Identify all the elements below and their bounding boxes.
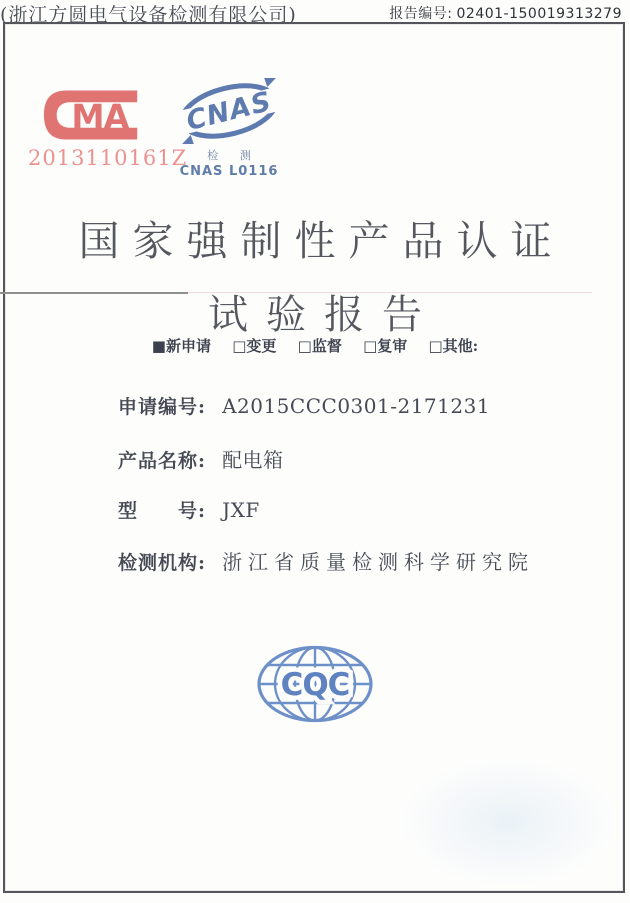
field-test-organization xyxy=(118,546,534,575)
report-number-label: 报告编号: xyxy=(389,6,453,22)
test-organization-name: 浙江省质量检测科学研究院 xyxy=(222,550,535,574)
field-product-name xyxy=(118,444,284,473)
field-model xyxy=(118,496,260,523)
model-value: JXF xyxy=(222,498,260,522)
cma-accreditation-number: 2013110161Z xyxy=(28,146,188,170)
test-organization-label: 检测机构: xyxy=(118,552,207,574)
cnas-logo-text: CNAS xyxy=(183,85,275,138)
cnas-accreditation-number: CNAS L0116 xyxy=(179,164,279,179)
cma-mark-block xyxy=(28,86,188,170)
document-title xyxy=(0,208,630,340)
field-application-no xyxy=(118,392,490,419)
cqc-logo-icon xyxy=(255,644,375,724)
application-no-value: A2015CCC0301-2171231 xyxy=(222,394,491,418)
application-type-option-change: □变更 xyxy=(232,337,277,355)
test-organization-alt-name: (浙江方圆电气设备检测有限公司) xyxy=(0,4,297,26)
scan-artifact-line xyxy=(0,292,188,294)
cnas-mark-block xyxy=(170,78,288,179)
report-number-value: 02401-150019313279 xyxy=(456,6,622,22)
application-type-option-review: □复审 xyxy=(363,337,408,355)
application-type-option-other: □其他: xyxy=(428,337,479,355)
cma-logo-text: MA xyxy=(71,97,129,137)
cqc-logo-text: CQC xyxy=(280,667,350,703)
title-line-2: 试验报告 xyxy=(208,292,440,338)
title-line-1: 国家强制性产品认证 xyxy=(78,217,565,265)
cnas-caption: 检 测 xyxy=(207,149,260,162)
application-type-option-new: ■新申请 xyxy=(151,337,211,355)
application-type-option-supervision: □监督 xyxy=(297,337,342,355)
report-number xyxy=(389,3,622,23)
cqc-mark-block xyxy=(255,644,375,728)
product-name-value: 配电箱 xyxy=(222,448,284,472)
application-no-label: 申请编号: xyxy=(118,396,207,418)
model-label: 型 号: xyxy=(118,500,207,522)
product-name-label: 产品名称: xyxy=(118,450,207,472)
cnas-logo-icon xyxy=(175,78,283,144)
cma-logo-icon xyxy=(41,86,149,144)
application-type-row xyxy=(0,335,630,356)
